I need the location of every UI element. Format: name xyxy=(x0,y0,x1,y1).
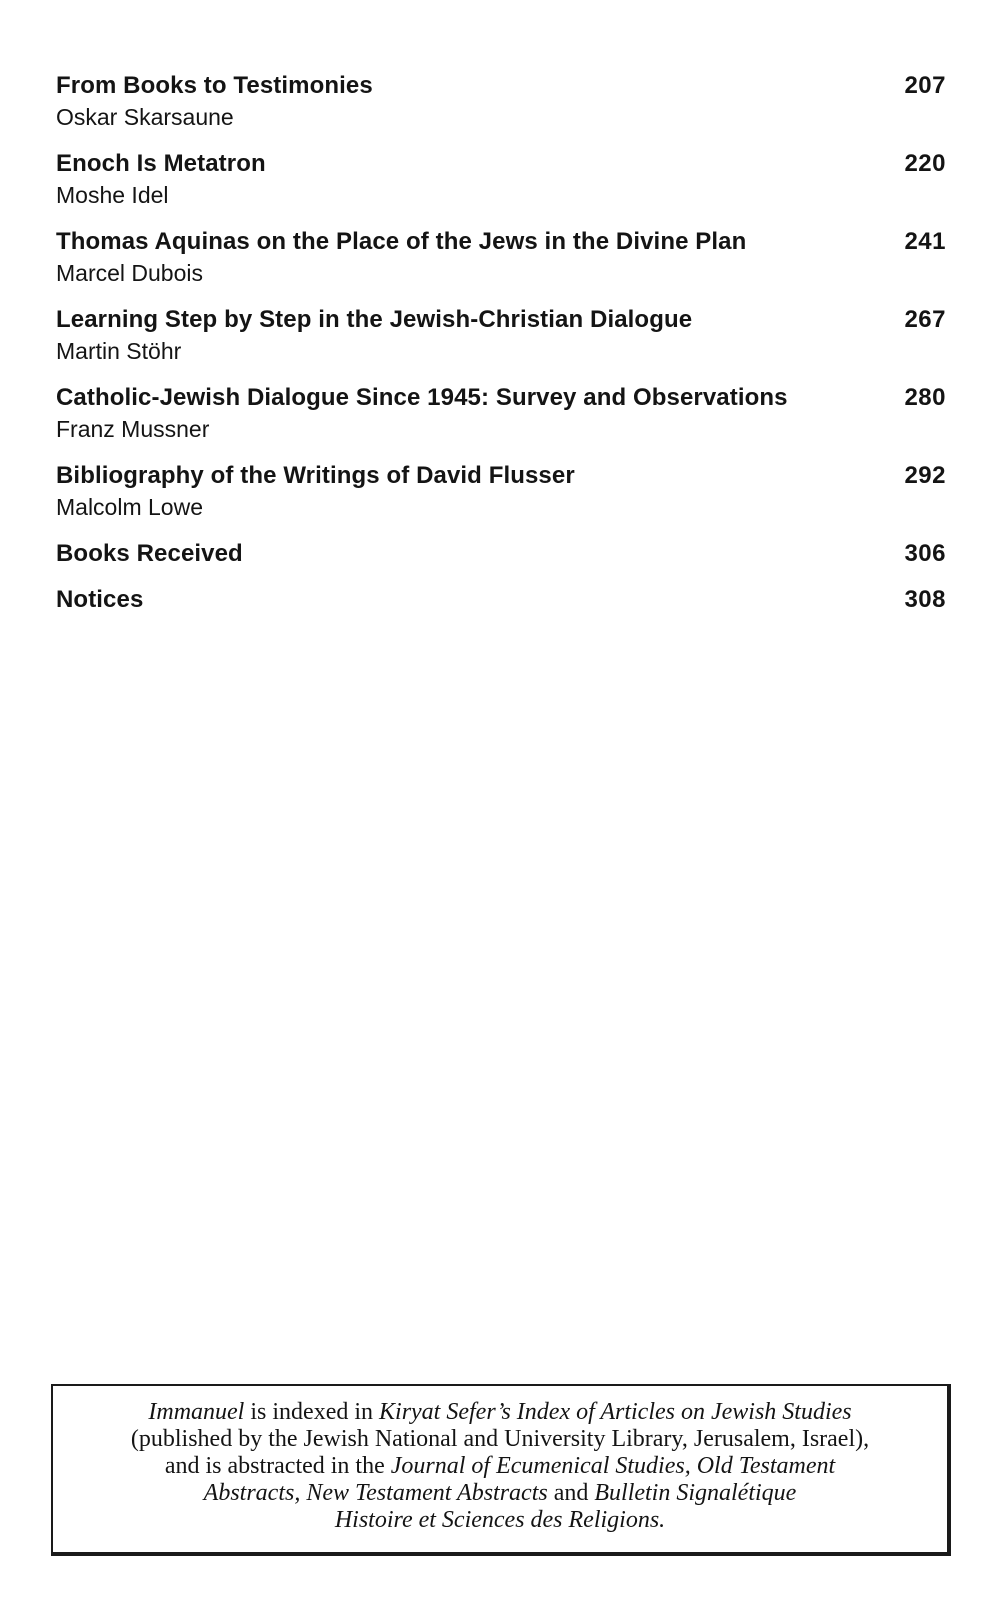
toc-entry xyxy=(56,304,946,366)
abstract-journal-names: Journal of Ecumenical Studies, Old Testament xyxy=(390,1453,836,1479)
bulletin-title: Bulletin Signalétique xyxy=(594,1480,797,1506)
abstract-journal-names: Abstracts, New Testament Abstracts xyxy=(203,1480,548,1506)
bulletin-subtitle: Histoire et Sciences des Religions. xyxy=(334,1507,666,1533)
entry-title: Learning Step by Step in the Jewish-Christian Dialogue xyxy=(56,306,693,333)
entry-title: Bibliography of the Writings of David Flusser xyxy=(56,462,575,489)
indexing-notice-box xyxy=(51,1384,951,1556)
entry-page-number: 220 xyxy=(904,150,946,177)
notice-text: and xyxy=(547,1480,595,1506)
entry-page-number: 267 xyxy=(904,306,946,333)
notice-line xyxy=(73,1453,927,1480)
toc-entry xyxy=(56,382,946,444)
entry-page-number: 306 xyxy=(904,540,946,567)
entry-title: Books Received xyxy=(56,540,243,567)
toc-entry xyxy=(56,70,946,132)
entry-author: Moshe Idel xyxy=(56,182,169,208)
toc-entry xyxy=(56,538,946,570)
notice-line xyxy=(73,1426,927,1453)
entry-author: Martin Stöhr xyxy=(56,338,182,364)
journal-name: Immanuel xyxy=(148,1399,245,1425)
entry-page-number: 280 xyxy=(904,384,946,411)
notice-text: is indexed in xyxy=(244,1399,380,1425)
entry-author: Marcel Dubois xyxy=(56,260,203,286)
notice-text: and is abstracted in the xyxy=(164,1453,391,1479)
entry-author: Oskar Skarsaune xyxy=(56,104,234,130)
toc-entry xyxy=(56,148,946,210)
notice-line xyxy=(73,1399,927,1426)
notice-text: (published by the Jewish National and University Library, Jerusalem, Israel), xyxy=(130,1426,870,1452)
entry-page-number: 241 xyxy=(904,228,946,255)
table-of-contents xyxy=(56,70,946,630)
entry-title: Notices xyxy=(56,586,144,613)
toc-entry xyxy=(56,584,946,616)
notice-line xyxy=(73,1507,927,1534)
notice-line xyxy=(73,1480,927,1507)
entry-title: Catholic-Jewish Dialogue Since 1945: Survey and Observations xyxy=(56,384,788,411)
entry-author: Malcolm Lowe xyxy=(56,494,203,520)
entry-title: From Books to Testimonies xyxy=(56,72,373,99)
toc-entry xyxy=(56,226,946,288)
entry-page-number: 292 xyxy=(904,462,946,489)
entry-page-number: 308 xyxy=(904,586,946,613)
index-title: Kiryat Sefer’s Index of Articles on Jewish Studies xyxy=(379,1399,852,1425)
entry-title: Thomas Aquinas on the Place of the Jews in the Divine Plan xyxy=(56,228,747,255)
entry-title: Enoch Is Metatron xyxy=(56,150,266,177)
entry-author: Franz Mussner xyxy=(56,416,210,442)
toc-entry xyxy=(56,460,946,522)
entry-page-number: 207 xyxy=(904,72,946,99)
